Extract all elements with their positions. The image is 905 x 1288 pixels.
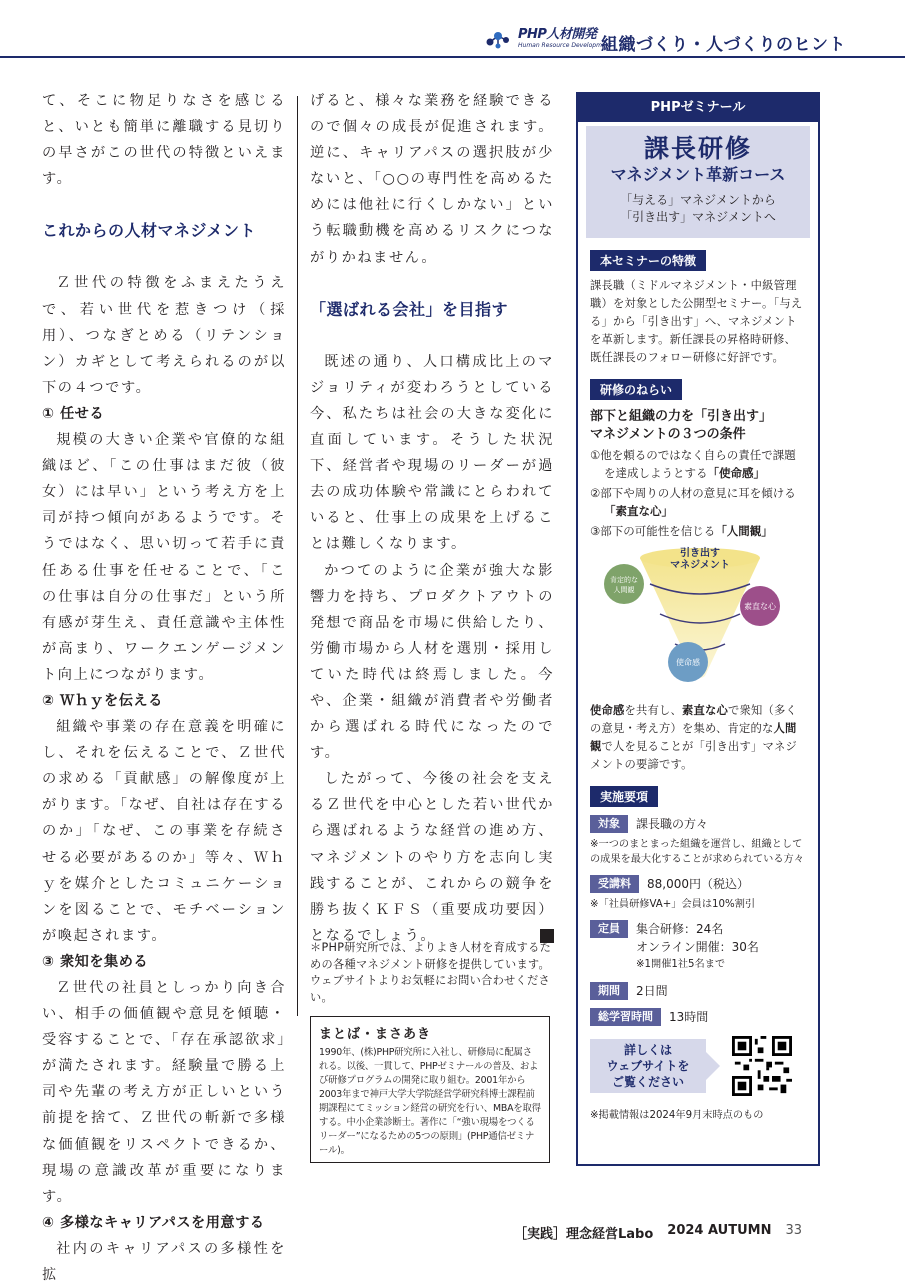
paragraph: 規模の大きい企業や官僚的な組織ほど、「この仕事はまだ彼（彼女）には早い」という考え方を上司が持つ傾向があるようです。そうではなく、思い切って若手に責任ある仕事を任せることで、「この仕事は自分の仕事だ」という所有感が芽生え、責任意識や主体性が高まり、ワークエンゲージメント向上につながります。 bbox=[42, 432, 286, 683]
paragraph: 組織や事業の存在意義を明確にし、それを伝えることで、Ｚ世代の求める「貢献感」の解像度が上がります。「なぜ、自社は存在するのか」「なぜ、この事業を存続させる必要があるのか」等々、Ｗｈｙを媒介としたコミュニケーションを図ることで、モチベーションが喚起されます。 bbox=[42, 719, 286, 944]
row-capacity bbox=[590, 920, 806, 974]
summary-text: 使命感を共有し、素直な心で衆知（多くの意見・考え方）を集め、肯定的な人間観で人を見ることが「引き出す」マネジメントの要諦です。 bbox=[590, 704, 797, 771]
spacer bbox=[310, 271, 554, 297]
hours-label: 総学習時間 bbox=[590, 1008, 661, 1026]
info-date-note: ※掲載情報は2024年9月末時点のもの bbox=[590, 1110, 764, 1121]
funnel-diagram bbox=[590, 544, 810, 694]
aim-item-1: ①他を頼るのではなく自らの責任で課題を達成しようとする「使命感」 bbox=[590, 448, 796, 480]
capacity-label: 定員 bbox=[590, 920, 628, 938]
paragraph: げると、様々な業務を経験できるので個々の成長が促進されます。逆に、キャリアパスの選択肢が少ないと、「○○の専門性を高めるためには他社に行くしかない」という転職動機を高めるリスクにつながりかねません。 bbox=[310, 93, 554, 266]
cta-line-3: ご覧ください bbox=[611, 1075, 684, 1089]
seminar-tagline-1: 「与える」マネジメントから bbox=[620, 193, 776, 207]
tag-details: 実施要項 bbox=[590, 786, 658, 807]
target-note: ※一つのまとまった組織を運営し、組織としての成果を最大化することが求められている方々 bbox=[590, 839, 804, 865]
paragraph: Ｚ世代の社員としっかり向き合い、相手の価値観や意見を傾聴・受容することで、「存在承認欲求」が満たされます。経験量で勝る上司や先輩の考え方が正しいという前提を捨て、Ｚ世代の斬新で多様な価値観をリスペクトできるか、現場の意識改革が重要になります。 bbox=[42, 980, 286, 1205]
target-value: 課長職の方々 bbox=[636, 817, 709, 831]
row-period bbox=[590, 982, 806, 1000]
footnote: ＊PHP研究所では、よりよき人材を育成するための各種マネジメント研修を提供しています。ウェブサイトよりお気軽にお問い合わせください。 bbox=[310, 941, 552, 1004]
node-humanity bbox=[604, 564, 644, 604]
aim-item-2: ②部下や周りの人材の意見に耳を傾ける「素直な心」 bbox=[590, 486, 796, 518]
feature-text: 課長職（ミドルマネジメント・中級管理職）を対象とした公開型セミナー。「与える」から「引き出す」へ、マネジメントを革新します。新任課長の昇格時研修、既任課長のフォロー研修に好評です。 bbox=[590, 279, 803, 364]
column-1 bbox=[42, 88, 286, 1288]
qr-code-icon[interactable] bbox=[732, 1036, 792, 1096]
cta-line-1: 詳しくは bbox=[623, 1043, 672, 1057]
molecule-icon bbox=[484, 28, 514, 50]
website-cta[interactable] bbox=[590, 1036, 806, 1096]
page-footer bbox=[514, 1223, 802, 1242]
author-bio: 1990年、(株)PHP研究所に入社し、研修局に配属される。以後、一貫して、PHPゼミナールの普及、および研修プログラムの開発に取り組む。2001年から2003年まで神戸大学大学院経営学研究科博士課程前期課程にてミッション経営の研究を行い、MBAを取得する。中小企業診断士。著作に「“強い現場をつくるリーダー”になるための5つの原則」(PHP通信ゼミナール)。 bbox=[319, 1047, 541, 1156]
aim-heading-1: 部下と組織の力を「引き出す」 bbox=[590, 409, 773, 424]
aim-item-3: ③部下の可能性を信じる「人間観」 bbox=[590, 524, 773, 538]
spacer bbox=[42, 192, 286, 218]
spacer bbox=[310, 323, 554, 349]
fee-label: 受講料 bbox=[590, 875, 639, 893]
cta-line-2: ウェブサイトを bbox=[606, 1059, 690, 1073]
paragraph-text: したがって、今後の社会を支えるＺ世代を中心とした若い世代から選ばれるような経営の進め方、マネジメントのやり方を志向し実践することが、これからの競争を勝ち抜くＫＦＳ（重要成功要因）となるでしょう。 bbox=[310, 771, 554, 944]
paragraph: かつてのように企業が強大な影響力を持ち、プロダクトアウトの発想で商品を市場に供給したり、労働市場から人材を選別・採用していた時代は終焉しました。今や、企業・組織が消費者や労働者から選ばれる時代になったのです。 bbox=[310, 562, 554, 762]
row-target bbox=[590, 815, 806, 833]
subheading: ① 任せる bbox=[42, 405, 105, 422]
period-value: 2日間 bbox=[636, 984, 668, 998]
target-label: 対象 bbox=[590, 815, 628, 833]
tag-features: 本セミナーの特徴 bbox=[590, 250, 706, 271]
paragraph: Ｚ世代の特徴をふまえたうえで、若い世代を惹きつけ（採用）、つなぎとめる（リテンション）カギとして考えられるのが以下の４つです。 bbox=[42, 275, 286, 396]
brand-name: PHP人材開発 bbox=[518, 27, 597, 42]
node-humanity-label-1: 肯定的な bbox=[610, 576, 638, 584]
author-name: まとば・まさあき bbox=[319, 1027, 432, 1042]
arrow-right-icon bbox=[706, 1052, 720, 1080]
brand-sub: Human Resource Development bbox=[518, 42, 612, 49]
funnel-top-label-1: 引き出す bbox=[680, 548, 720, 559]
sidebar-title: PHPゼミナール bbox=[578, 94, 818, 122]
funnel-top-label-2: マネジメント bbox=[670, 560, 730, 571]
header-title: 組織づくり・人づくりのヒント bbox=[601, 35, 846, 55]
seminar-course: マネジメント革新コース bbox=[610, 165, 786, 184]
row-hours bbox=[590, 1008, 806, 1026]
aim-heading-2: マネジメントの３つの条件 bbox=[590, 427, 746, 442]
issue-label: 2024 AUTUMN bbox=[667, 1223, 772, 1238]
tag-aims: 研修のねらい bbox=[590, 379, 682, 400]
header-rule bbox=[0, 56, 905, 58]
brand-logo bbox=[484, 28, 612, 50]
fee-note: ※「社員研修VA+」会員は10%割引 bbox=[590, 899, 756, 910]
capacity-value-1: 集合研修：24名 bbox=[636, 922, 724, 936]
section-heading: これからの人材マネジメント bbox=[42, 221, 257, 241]
subheading: ③ 衆知を集める bbox=[42, 953, 149, 970]
paragraph bbox=[310, 766, 562, 949]
period-label: 期間 bbox=[590, 982, 628, 1000]
node-humanity-label-2: 人間観 bbox=[613, 586, 635, 594]
magazine-name: ［実践］理念経営Labo bbox=[514, 1227, 654, 1242]
capacity-value-2: オンライン開催：30名 bbox=[636, 940, 759, 954]
spacer bbox=[42, 244, 286, 270]
node-mission-label: 使命感 bbox=[676, 658, 700, 667]
section-heading: 「選ばれる会社」を目指す bbox=[310, 299, 509, 319]
column-divider bbox=[297, 96, 298, 1016]
website-button[interactable] bbox=[590, 1039, 706, 1093]
column-2 bbox=[310, 88, 562, 949]
paragraph: 社内のキャリアパスの多様性を拡 bbox=[42, 1240, 286, 1284]
subheading: ② Ｗｈｙを伝える bbox=[42, 692, 163, 709]
node-sincere-label: 素直な心 bbox=[744, 602, 776, 611]
row-fee bbox=[590, 875, 806, 893]
subheading: ④ 多様なキャリアパスを用意する bbox=[42, 1214, 265, 1231]
page-number: 33 bbox=[785, 1223, 803, 1238]
seminar-hero bbox=[586, 126, 810, 238]
paragraph: て、そこに物足りなさを感じると、いとも簡単に離職する見切りの早さがこの世代の特徴といえます。 bbox=[42, 93, 286, 188]
seminar-sidebar bbox=[576, 92, 820, 1166]
seminar-tagline-2: 「引き出す」マネジメントへ bbox=[620, 210, 776, 224]
hours-value: 13時間 bbox=[669, 1010, 709, 1024]
author-box bbox=[310, 1016, 550, 1163]
fee-value: 88,000円（税込） bbox=[647, 877, 749, 891]
capacity-note: ※1開催1社5名まで bbox=[636, 959, 726, 970]
end-mark: L bbox=[540, 929, 554, 943]
seminar-title: 課長研修 bbox=[643, 134, 752, 163]
paragraph: 既述の通り、人口構成比上のマジョリティが変わろうとしている今、私たちは社会の大きな変化に直面しています。そうした状況下、経営者や現場のリーダーが過去の成功体験や常識にとらわれていると、仕事上の成果を上げることは難しくなります。 bbox=[310, 353, 554, 553]
